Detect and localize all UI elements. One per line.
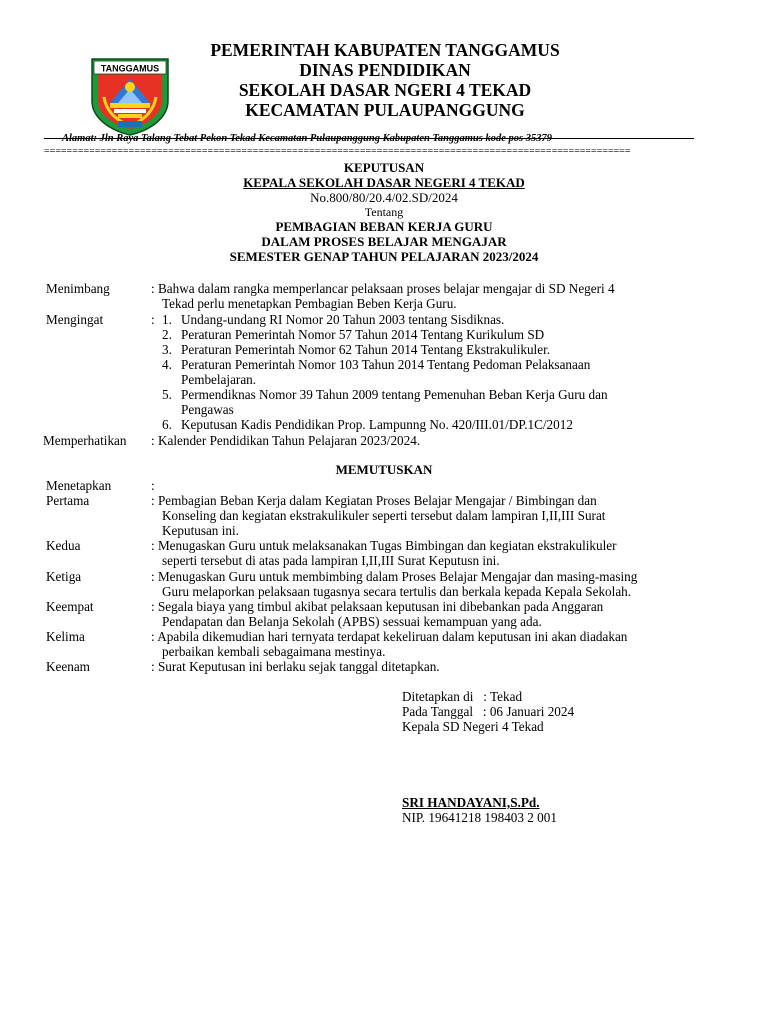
decision-text-cont: perbaikan kembali sebagaimana mestinya. <box>162 644 386 659</box>
mengingat-item-text: Peraturan Pemerintah Nomor 57 Tahun 2014 Tentang Kurikulum SD <box>181 327 545 342</box>
mengingat-item-text-cont: Pengawas <box>181 402 234 417</box>
mengingat-item-num: 6. <box>162 417 172 432</box>
signing-place: Ditetapkan di : Tekad <box>402 689 523 704</box>
decision-label: Kelima <box>46 629 85 644</box>
mengingat-item-num: 3. <box>162 342 172 357</box>
double-separator: ======================================================================================================== <box>44 148 631 156</box>
memperhatikan-text: : Kalender Pendidikan Tahun Pelajaran 2023/2024. <box>151 433 421 448</box>
district-title: KECAMATAN PULAUPANGGUNG <box>245 100 525 120</box>
signing-date: Pada Tanggal : 06 Januari 2024 <box>402 704 575 719</box>
menetapkan-colon: : <box>151 478 155 493</box>
mengingat-item-text: Undang-undang RI Nomor 20 Tahun 2003 tentang Sisdiknas. <box>181 312 505 327</box>
decree-about: Tentang <box>364 205 404 219</box>
decision-label: Kedua <box>46 538 81 553</box>
decree-number: No.800/80/20.4/02.SD/2024 <box>310 190 458 205</box>
decision-text: : Menugaskan Guru untuk melaksanakan Tugas Bimbingan dan kegiatan ekstrakulikuler <box>151 538 617 553</box>
signer-nip: NIP. 19641218 198403 2 001 <box>402 810 557 825</box>
department-title: DINAS PENDIDIKAN <box>299 60 471 80</box>
decree-subject-3: SEMESTER GENAP TAHUN PELAJARAN 2023/2024 <box>229 249 539 264</box>
mengingat-item-text-cont: Pembelajaran. <box>181 372 257 387</box>
decision-text: : Surat Keputusan ini berlaku sejak tanggal ditetapkan. <box>151 659 440 674</box>
decision-label: Keenam <box>46 659 90 674</box>
decision-text: : Segala biaya yang timbul akibat pelaksaan keputusan ini dibebankan pada Anggaran <box>151 599 604 614</box>
memperhatikan-label: Memperhatikan <box>43 433 127 448</box>
mengingat-label: Mengingat <box>46 312 104 327</box>
menimbang-text-2: Tekad perlu menetapkan Pembagian Beben Kerja Guru. <box>162 296 457 311</box>
decision-label: Pertama <box>46 493 90 508</box>
mengingat-colon: : <box>151 312 155 327</box>
mengingat-item-text: Permendiknas Nomor 39 Tahun 2009 tentang Pemenuhan Beban Kerja Guru dan <box>181 387 608 402</box>
mengingat-item-text: Peraturan Pemerintah Nomor 103 Tahun 2014 Tentang Pedoman Pelaksanaan <box>181 357 591 372</box>
menimbang-text-1: : Bahwa dalam rangka memperlancar pelaksaan proses belajar mengajar di SD Negeri 4 <box>151 281 615 296</box>
mengingat-item-text: Peraturan Pemerintah Nomor 62 Tahun 2014 Tentang Ekstrakulikuler. <box>181 342 551 357</box>
government-title: PEMERINTAH KABUPATEN TANGGAMUS <box>210 40 560 60</box>
decision-label: Ketiga <box>46 569 82 584</box>
decision-text-cont: Guru melaporkan pelaksaan tugasnya secara tertulis dan berkala kepada Kepala Sekolah. <box>162 584 632 599</box>
mengingat-item-num: 2. <box>162 327 172 342</box>
decree-issuer: KEPALA SEKOLAH DASAR NEGERI 4 TEKAD <box>243 175 525 190</box>
decree-subject-2: DALAM PROSES BELAJAR MENGAJAR <box>261 234 507 249</box>
school-address: Alamat: Jln Raya Talang Tebat Pekon Tekad Kecamatan Pulaupanggung Kabupaten Tanggamus kode pos 35379 <box>62 133 552 144</box>
decision-text-cont: seperti tersebut di atas pada lampiran I,II,III Surat Keputusn ini. <box>162 553 500 568</box>
school-title: SEKOLAH DASAR NGERI 4 TEKAD <box>238 80 532 100</box>
logo-lettering: TANGGAMUS <box>100 63 160 74</box>
mengingat-item-num: 5. <box>162 387 172 402</box>
menimbang-label: Menimbang <box>46 281 110 296</box>
decision-text: : Apabila dikemudian hari ternyata terdapat kekeliruan dalam keputusan ini akan diadakan <box>151 629 628 644</box>
decision-text-cont: Konseling dan kegiatan ekstrakulikuler seperti tersebut dalam lampiran I,II,III Surat <box>162 508 606 523</box>
decision-label: Keempat <box>46 599 94 614</box>
signer-position: Kepala SD Negeri 4 Tekad <box>402 719 544 734</box>
mengingat-item-text: Keputusan Kadis Pendidikan Prop. Lampunng No. 420/III.01/DP.1C/2012 <box>181 417 573 432</box>
menetapkan-label: Menetapkan <box>46 478 112 493</box>
decision-text-cont: Pendapatan dan Belanja Sekolah (APBS) sessuai kemampuan yang ada. <box>162 614 542 629</box>
mengingat-item-num: 4. <box>162 357 172 372</box>
decree-subject-1: PEMBAGIAN BEBAN KERJA GURU <box>275 219 493 234</box>
memutuskan-heading: MEMUTUSKAN <box>335 462 433 477</box>
decision-text: : Menugaskan Guru untuk membimbing dalam Proses Belajar Mengajar dan masing-masing <box>151 569 638 584</box>
decision-text: : Pembagian Beban Kerja dalam Kegiatan Proses Belajar Mengajar / Bimbingan dan <box>151 493 597 508</box>
decision-text-cont: Keputusan ini. <box>162 523 239 538</box>
signer-name: SRI HANDAYANI,S.Pd. <box>402 795 540 810</box>
mengingat-item-num: 1. <box>162 312 172 327</box>
decree-heading: KEPUTUSAN <box>343 160 425 175</box>
